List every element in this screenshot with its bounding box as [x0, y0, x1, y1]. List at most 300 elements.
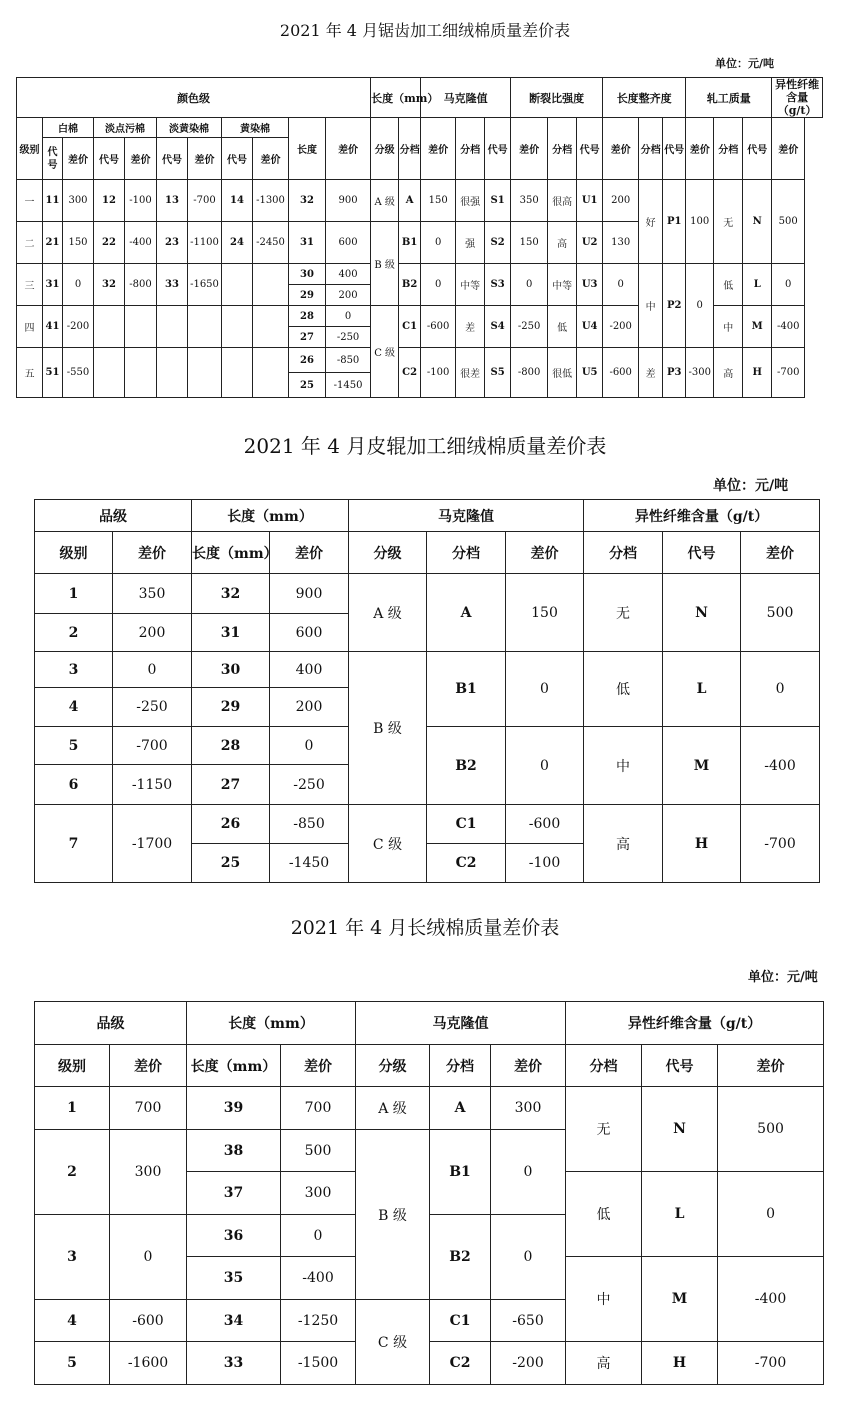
- mic-fenji-cell: C 级: [349, 805, 427, 883]
- level-cell: 高: [548, 222, 577, 264]
- code-cell: M: [642, 1257, 718, 1342]
- level-cell: 差: [639, 348, 663, 398]
- length-cell: 29: [192, 688, 270, 727]
- value-cell: 400: [326, 264, 371, 285]
- length-cell: 39: [187, 1087, 281, 1130]
- value-cell: 0: [63, 264, 94, 306]
- level-cell: 很差: [456, 348, 485, 398]
- hdr-length-diff: 差价: [281, 1045, 356, 1087]
- value-cell: 200: [270, 688, 349, 727]
- value-cell: -1450: [326, 373, 371, 398]
- empty-cell: [125, 306, 157, 348]
- code-cell: M: [663, 727, 741, 805]
- value-cell: -1650: [188, 264, 222, 306]
- table-row: [35, 574, 820, 614]
- hdr-y-diff: 差价: [253, 138, 289, 180]
- empty-cell: [253, 264, 289, 306]
- mic-fenji-cell: B 级: [349, 652, 427, 805]
- value-cell: 600: [270, 614, 349, 652]
- value-cell: 500: [741, 574, 820, 652]
- code-cell: U3: [577, 264, 603, 306]
- value-cell: 300: [63, 180, 94, 222]
- grade-cell: 3: [35, 1215, 110, 1300]
- value-cell: -2450: [253, 222, 289, 264]
- long-staple-price-table: [34, 1001, 824, 1385]
- value-cell: -650: [491, 1300, 566, 1342]
- code-cell: 11: [43, 180, 63, 222]
- hdr-length: 长度（mm）: [192, 500, 349, 532]
- saw-unit-label: 单位：元/吨: [715, 57, 775, 70]
- value-cell: 0: [113, 652, 192, 688]
- code-cell: U5: [577, 348, 603, 398]
- code-cell: H: [743, 348, 772, 398]
- hdr-quality-grade: 品级: [35, 1002, 187, 1045]
- code-cell: C2: [399, 348, 421, 398]
- hdr-gin-code: 代号: [663, 118, 686, 180]
- table-row: [35, 727, 820, 765]
- value-cell: -800: [125, 264, 157, 306]
- mic-fenji-cell: A 级: [356, 1087, 430, 1130]
- value-cell: 900: [326, 180, 371, 222]
- hdr-ff-code: 代号: [663, 532, 741, 574]
- hdr-foreign-fiber: 异性纤维含量（g/t）: [584, 500, 820, 532]
- grade-cell: 5: [35, 727, 113, 765]
- hdr-mic-fenji: 分级: [371, 118, 399, 180]
- hdr-mic-diff: 差价: [506, 532, 584, 574]
- code-cell: B2: [430, 1215, 491, 1300]
- hdr-gin-fendang: 分档: [639, 118, 663, 180]
- code-cell: H: [663, 805, 741, 883]
- level-cell: 中: [714, 306, 743, 348]
- code-cell: U2: [577, 222, 603, 264]
- saw-table-title: 2021 年 4 月锯齿加工细绒棉质量差价表: [279, 21, 571, 40]
- hdr-micronaire: 马克隆值: [356, 1002, 566, 1045]
- value-cell: -850: [326, 348, 371, 373]
- value-cell: 0: [718, 1172, 824, 1257]
- level-cell: 差: [456, 306, 485, 348]
- code-cell: 12: [94, 180, 125, 222]
- hdr-ff-diff: 差价: [741, 532, 820, 574]
- grade-cell: 一: [17, 180, 43, 222]
- hdr-uniformity: 长度整齐度: [603, 78, 686, 118]
- value-cell: 500: [772, 180, 805, 264]
- value-cell: -600: [506, 805, 584, 844]
- hdr-uni-fendang: 分档: [548, 118, 577, 180]
- hdr-mic-diff: 差价: [421, 118, 456, 180]
- length-cell: 25: [289, 373, 326, 398]
- value-cell: -1600: [110, 1342, 187, 1385]
- level-cell: 很高: [548, 180, 577, 222]
- grade-cell: 五: [17, 348, 43, 398]
- value-cell: -600: [110, 1300, 187, 1342]
- value-cell: 700: [110, 1087, 187, 1130]
- length-cell: 28: [289, 306, 326, 327]
- value-cell: 0: [421, 264, 456, 306]
- length-cell: 33: [187, 1342, 281, 1385]
- hdr-grade: 级别: [35, 1045, 110, 1087]
- code-cell: 31: [43, 264, 63, 306]
- length-cell: 32: [289, 180, 326, 222]
- hdr-mic-diff: 差价: [491, 1045, 566, 1087]
- code-cell: A: [427, 574, 506, 652]
- table-row: [35, 1087, 824, 1130]
- code-cell: B2: [399, 264, 421, 306]
- hdr-ginning: 轧工质量: [686, 78, 772, 118]
- code-cell: 23: [157, 222, 188, 264]
- hdr-length-diff: 差价: [270, 532, 349, 574]
- length-cell: 30: [289, 264, 326, 285]
- value-cell: 0: [506, 652, 584, 727]
- hdr-ff-diff: 差价: [772, 118, 805, 180]
- value-cell: 150: [421, 180, 456, 222]
- code-cell: P3: [663, 348, 686, 398]
- value-cell: 900: [270, 574, 349, 614]
- hdr-uni-code: 代号: [577, 118, 603, 180]
- hdr-color-grade: 颜色级: [17, 78, 371, 118]
- value-cell: 200: [603, 180, 639, 222]
- value-cell: 0: [603, 264, 639, 306]
- level-cell: 无: [566, 1087, 642, 1172]
- table-row: [17, 348, 823, 373]
- value-cell: -200: [491, 1342, 566, 1385]
- value-cell: -100: [125, 180, 157, 222]
- value-cell: 0: [511, 264, 548, 306]
- length-cell: 34: [187, 1300, 281, 1342]
- code-cell: B1: [427, 652, 506, 727]
- grade-cell: 1: [35, 1087, 110, 1130]
- grade-cell: 二: [17, 222, 43, 264]
- hdr-length: 长度（mm）: [187, 1002, 356, 1045]
- value-cell: 500: [718, 1087, 824, 1172]
- value-cell: -1450: [270, 844, 349, 883]
- value-cell: -600: [603, 348, 639, 398]
- code-cell: H: [642, 1342, 718, 1385]
- hdr-str-diff: 差价: [511, 118, 548, 180]
- hdr-uni-diff: 差价: [603, 118, 639, 180]
- table-row: [35, 805, 820, 844]
- code-cell: L: [663, 652, 741, 727]
- value-cell: -200: [603, 306, 639, 348]
- level-cell: 很强: [456, 180, 485, 222]
- hdr-strength: 断裂比强度: [511, 78, 603, 118]
- roller-unit-label: 单位：元/吨: [713, 478, 789, 494]
- value-cell: -600: [421, 306, 456, 348]
- value-cell: 300: [491, 1087, 566, 1130]
- value-cell: -400: [281, 1257, 356, 1300]
- value-cell: -400: [125, 222, 157, 264]
- hdr-yellow: 黄染棉: [222, 118, 289, 138]
- value-cell: 300: [281, 1172, 356, 1215]
- hdr-ls-diff: 差价: [125, 138, 157, 180]
- code-cell: M: [743, 306, 772, 348]
- empty-cell: [125, 348, 157, 398]
- code-cell: 22: [94, 222, 125, 264]
- code-cell: 41: [43, 306, 63, 348]
- code-cell: L: [743, 264, 772, 306]
- code-cell: 24: [222, 222, 253, 264]
- value-cell: -100: [421, 348, 456, 398]
- value-cell: 0: [772, 264, 805, 306]
- level-cell: 中: [584, 727, 663, 805]
- grade-cell: 四: [17, 306, 43, 348]
- code-cell: 33: [157, 264, 188, 306]
- length-cell: 31: [192, 614, 270, 652]
- value-cell: -300: [686, 348, 714, 398]
- code-cell: B1: [399, 222, 421, 264]
- roller-ginned-price-table: [34, 499, 820, 883]
- hdr-grade: 级别: [17, 118, 43, 180]
- hdr-micronaire: 马克隆值: [349, 500, 584, 532]
- level-cell: 很低: [548, 348, 577, 398]
- code-cell: C1: [430, 1300, 491, 1342]
- empty-cell: [222, 306, 253, 348]
- value-cell: 300: [110, 1130, 187, 1215]
- level-cell: 低: [548, 306, 577, 348]
- long-staple-unit-label: 单位：元/吨: [748, 970, 818, 985]
- code-cell: 21: [43, 222, 63, 264]
- value-cell: 0: [326, 306, 371, 327]
- code-cell: U4: [577, 306, 603, 348]
- hdr-quality-grade: 品级: [35, 500, 192, 532]
- grade-cell: 3: [35, 652, 113, 688]
- code-cell: P1: [663, 180, 686, 264]
- mic-fenji-cell: C 级: [356, 1300, 430, 1385]
- code-cell: 32: [94, 264, 125, 306]
- value-cell: -850: [270, 805, 349, 844]
- hdr-ly-code: 代号: [157, 138, 188, 180]
- hdr-grade-diff: 差价: [113, 532, 192, 574]
- value-cell: -700: [113, 727, 192, 765]
- value-cell: -1700: [113, 805, 192, 883]
- grade-cell: 4: [35, 688, 113, 727]
- mic-fenji-cell: C 级: [371, 306, 399, 398]
- saw-ginned-price-table: [16, 77, 823, 398]
- value-cell: -250: [326, 327, 371, 348]
- value-cell: -800: [511, 348, 548, 398]
- length-cell: 26: [289, 348, 326, 373]
- value-cell: -250: [113, 688, 192, 727]
- code-cell: C2: [430, 1342, 491, 1385]
- value-cell: 600: [326, 222, 371, 264]
- length-cell: 32: [192, 574, 270, 614]
- hdr-light-yellow: 淡黄染棉: [157, 118, 222, 138]
- hdr-length: 长度（mm）: [371, 78, 421, 118]
- length-cell: 25: [192, 844, 270, 883]
- roller-table-title: 2021 年 4 月皮辊加工细绒棉质量差价表: [243, 434, 607, 458]
- code-cell: S1: [485, 180, 511, 222]
- hdr-length-len: 长度（mm）: [192, 532, 270, 574]
- hdr-white: 白棉: [43, 118, 94, 138]
- level-cell: 高: [584, 805, 663, 883]
- level-cell: 强: [456, 222, 485, 264]
- length-cell: 37: [187, 1172, 281, 1215]
- level-cell: 中: [639, 264, 663, 348]
- hdr-micronaire: 马克隆值: [421, 78, 511, 118]
- hdr-mic-fenji: 分级: [349, 532, 427, 574]
- length-cell: 27: [289, 327, 326, 348]
- hdr-grade-diff: 差价: [110, 1045, 187, 1087]
- grade-cell: 三: [17, 264, 43, 306]
- code-cell: N: [743, 180, 772, 264]
- value-cell: -1500: [281, 1342, 356, 1385]
- hdr-str-fendang: 分档: [456, 118, 485, 180]
- code-cell: P2: [663, 264, 686, 348]
- value-cell: 200: [326, 285, 371, 306]
- code-cell: A: [399, 180, 421, 222]
- hdr-mic-fendang: 分档: [399, 118, 421, 180]
- level-cell: 中: [566, 1257, 642, 1342]
- value-cell: -550: [63, 348, 94, 398]
- value-cell: 0: [741, 652, 820, 727]
- hdr-grade: 级别: [35, 532, 113, 574]
- value-cell: 350: [113, 574, 192, 614]
- hdr-foreign-fiber: 异性纤维含量（g/t）: [566, 1002, 824, 1045]
- hdr-mic-fendang: 分档: [430, 1045, 491, 1087]
- table-row: [17, 264, 823, 285]
- code-cell: C1: [427, 805, 506, 844]
- hdr-ff-code: 代号: [743, 118, 772, 180]
- value-cell: 150: [506, 574, 584, 652]
- level-cell: 高: [566, 1342, 642, 1385]
- hdr-length-len: 长度（mm）: [187, 1045, 281, 1087]
- value-cell: -700: [188, 180, 222, 222]
- length-cell: 35: [187, 1257, 281, 1300]
- code-cell: S3: [485, 264, 511, 306]
- code-cell: B2: [427, 727, 506, 805]
- value-cell: 0: [281, 1215, 356, 1257]
- code-cell: C1: [399, 306, 421, 348]
- hdr-ff-fendang: 分档: [566, 1045, 642, 1087]
- value-cell: 0: [506, 727, 584, 805]
- code-cell: S5: [485, 348, 511, 398]
- value-cell: 200: [113, 614, 192, 652]
- code-cell: U1: [577, 180, 603, 222]
- mic-fenji-cell: A 级: [349, 574, 427, 652]
- value-cell: -700: [772, 348, 805, 398]
- empty-cell: [222, 264, 253, 306]
- level-cell: 无: [714, 180, 743, 264]
- code-cell: C2: [427, 844, 506, 883]
- value-cell: -250: [511, 306, 548, 348]
- value-cell: 150: [511, 222, 548, 264]
- level-cell: 高: [714, 348, 743, 398]
- grade-cell: 6: [35, 765, 113, 805]
- grade-cell: 4: [35, 1300, 110, 1342]
- empty-cell: [188, 348, 222, 398]
- grade-cell: 7: [35, 805, 113, 883]
- hdr-ff-fendang: 分档: [714, 118, 743, 180]
- hdr-white-diff: 差价: [63, 138, 94, 180]
- value-cell: -700: [718, 1342, 824, 1385]
- value-cell: -250: [270, 765, 349, 805]
- mic-fenji-cell: B 级: [356, 1130, 430, 1300]
- hdr-ls-code: 代号: [94, 138, 125, 180]
- length-cell: 26: [192, 805, 270, 844]
- value-cell: -400: [741, 727, 820, 805]
- code-cell: L: [642, 1172, 718, 1257]
- hdr-length-diff: 差价: [326, 118, 371, 180]
- code-cell: S2: [485, 222, 511, 264]
- code-cell: 51: [43, 348, 63, 398]
- hdr-gin-diff: 差价: [686, 118, 714, 180]
- length-cell: 27: [192, 765, 270, 805]
- hdr-foreign-fiber: 异性纤维含量（g/t）: [772, 78, 823, 118]
- long-staple-table-title: 2021 年 4 月长绒棉质量差价表: [290, 917, 560, 939]
- mic-fenji-cell: B 级: [371, 222, 399, 306]
- level-cell: 无: [584, 574, 663, 652]
- value-cell: 700: [281, 1087, 356, 1130]
- length-cell: 29: [289, 285, 326, 306]
- hdr-length-len: 长度: [289, 118, 326, 180]
- level-cell: 低: [584, 652, 663, 727]
- empty-cell: [157, 348, 188, 398]
- length-cell: 31: [289, 222, 326, 264]
- value-cell: -200: [63, 306, 94, 348]
- length-cell: 36: [187, 1215, 281, 1257]
- value-cell: 350: [511, 180, 548, 222]
- hdr-ff-code: 代号: [642, 1045, 718, 1087]
- hdr-ly-diff: 差价: [188, 138, 222, 180]
- empty-cell: [94, 348, 125, 398]
- table-row: [35, 1342, 824, 1385]
- value-cell: -700: [741, 805, 820, 883]
- grade-cell: 1: [35, 574, 113, 614]
- value-cell: -400: [718, 1257, 824, 1342]
- value-cell: -1250: [281, 1300, 356, 1342]
- mic-fenji-cell: A 级: [371, 180, 399, 222]
- length-cell: 30: [192, 652, 270, 688]
- level-cell: 低: [566, 1172, 642, 1257]
- table-row: [35, 652, 820, 688]
- code-cell: 13: [157, 180, 188, 222]
- hdr-y-code: 代号: [222, 138, 253, 180]
- hdr-light-spotted: 淡点污棉: [94, 118, 157, 138]
- level-cell: 好: [639, 180, 663, 264]
- value-cell: 0: [110, 1215, 187, 1300]
- code-cell: 14: [222, 180, 253, 222]
- length-cell: 28: [192, 727, 270, 765]
- value-cell: 400: [270, 652, 349, 688]
- empty-cell: [94, 306, 125, 348]
- value-cell: 0: [491, 1130, 566, 1215]
- hdr-ff-diff: 差价: [718, 1045, 824, 1087]
- value-cell: 0: [686, 264, 714, 348]
- value-cell: -1150: [113, 765, 192, 805]
- value-cell: -1100: [188, 222, 222, 264]
- value-cell: 150: [63, 222, 94, 264]
- value-cell: -1300: [253, 180, 289, 222]
- empty-cell: [157, 306, 188, 348]
- code-cell: N: [663, 574, 741, 652]
- value-cell: -100: [506, 844, 584, 883]
- value-cell: 0: [421, 222, 456, 264]
- value-cell: 0: [491, 1215, 566, 1300]
- level-cell: 中等: [548, 264, 577, 306]
- empty-cell: [222, 348, 253, 398]
- code-cell: B1: [430, 1130, 491, 1215]
- hdr-str-code: 代号: [485, 118, 511, 180]
- hdr-mic-fenji: 分级: [356, 1045, 430, 1087]
- hdr-ff-fendang: 分档: [584, 532, 663, 574]
- empty-cell: [188, 306, 222, 348]
- code-cell: A: [430, 1087, 491, 1130]
- value-cell: 130: [603, 222, 639, 264]
- grade-cell: 5: [35, 1342, 110, 1385]
- value-cell: 500: [281, 1130, 356, 1172]
- hdr-mic-fendang: 分档: [427, 532, 506, 574]
- hdr-white-code: 代号: [43, 138, 63, 180]
- value-cell: -400: [772, 306, 805, 348]
